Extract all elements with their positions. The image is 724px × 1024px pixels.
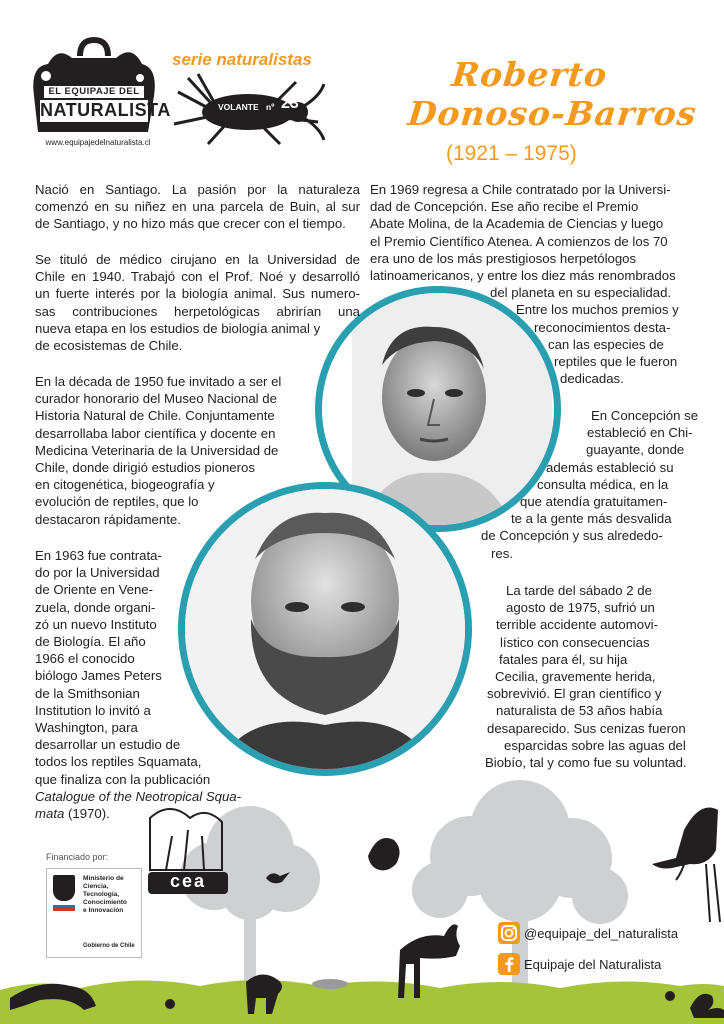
name-line1: Roberto [450, 55, 610, 94]
left-paragraph-4: En 1963 fue contrata- do por la Universidad de Oriente en Vene- zuela, donde organi- zó un nuevo Instituto de Biología. El año 1966 el conocido biólogo James Peters de la Smithsonian Institution lo invitó a Washington, para desarrollar un estudio de todos los reptiles Squamata, que finaliza con la publicación Catalogue of the Neotropical Squa- mata (1970). [35, 548, 242, 822]
shield-icon [53, 875, 75, 901]
volante-label: VOLANTE [218, 102, 259, 112]
instagram-icon [498, 922, 520, 944]
logo-line2: NATURALISTA [40, 100, 171, 120]
financiado-label: Financiado por: [46, 852, 109, 862]
gobierno-label: Gobierno de Chile [83, 943, 135, 949]
right-paragraph-2: En Concepción se estableció en Chi- guayante, donde además estableció su consulta médica, en la que atendía gratuitamen- te a la gente más desvalida de Concepción y sus alrededo- res. [481, 408, 699, 561]
years: (1921 – 1975) [446, 142, 577, 165]
facebook-icon [498, 953, 520, 975]
beetle-icon [168, 72, 326, 148]
cea-logo-text: cea [169, 871, 207, 891]
logo-line1: EL EQUIPAJE DEL [48, 86, 140, 97]
ministerio-logo: Ministerio de Ciencia, Tecnología, Conocimiento e Innovación Gobierno de Chile [46, 868, 142, 958]
serie-title: serie naturalistas [172, 50, 312, 69]
volante-number: 23 [281, 95, 299, 112]
website[interactable]: www.equipajedelnaturalista.cl [45, 138, 151, 147]
volante-no: nº [266, 102, 275, 112]
left-paragraph-1: Nació en Santiago. La pasión por la naturaleza comenzó en su niñez en una parcela de Buin, al sur de Santiago, y no hizo más que crecer con el tiempo. [35, 182, 360, 232]
right-paragraph-3: La tarde del sábado 2 de agosto de 1975, sufrió un terrible accidente automovi- lístico con consecuencias fatales para él, su hija Cecilia, gravemente herida, sobrevivió. El gran científico y naturalista de 53 años había desaparecido. Sus cenizas fueron esparcidas sobre las aguas del Biobío, tal y como fue su voluntad. [485, 583, 687, 771]
logo [28, 36, 171, 147]
instagram-link[interactable]: @equipaje_del_naturalista [498, 922, 678, 944]
facebook-link[interactable]: Equipaje del Naturalista [498, 953, 661, 975]
name-line2: Donoso-Barros [406, 94, 699, 133]
right-paragraph-1: En 1969 regresa a Chile contratado por la Universi- dad de Concepción. Ese año recibe el Premio Abate Molina, de la Academia de Ciencias y luego el Premio Científico Atenea. A comienzos de los 70 era uno de los más prestigiosos herpetólogos latinoamericanos, y entre los diez más renombrados del planeta en su especialidad. Entre los muchos premios y reconocimientos desta- can las especies de reptiles que le fueron dedicadas. [370, 182, 679, 387]
left-paragraph-3: En la década de 1950 fue invitado a ser el curador honorario del Museo Nacional de Historia Natural de Chile. Conjuntamente desarrollaba labor científica y docente en Medicina Veterinaria de la Universidad de Chile, donde dirigió estudios pioneros en citogenética, biogeografía y evolución de reptiles, que lo destacaron rápidamente. [35, 374, 282, 527]
left-paragraph-2: Se tituló de médico cirujano en la Universidad de Chile en 1940. Trabajó con el Prof. Noé y desarrolló un fuerte interés por la biología animal. Sus numero- sas contribuciones herpetológicas abrirían una nueva etapa en los estudios de biología animal y de ecosistemas de Chile. [35, 252, 360, 354]
